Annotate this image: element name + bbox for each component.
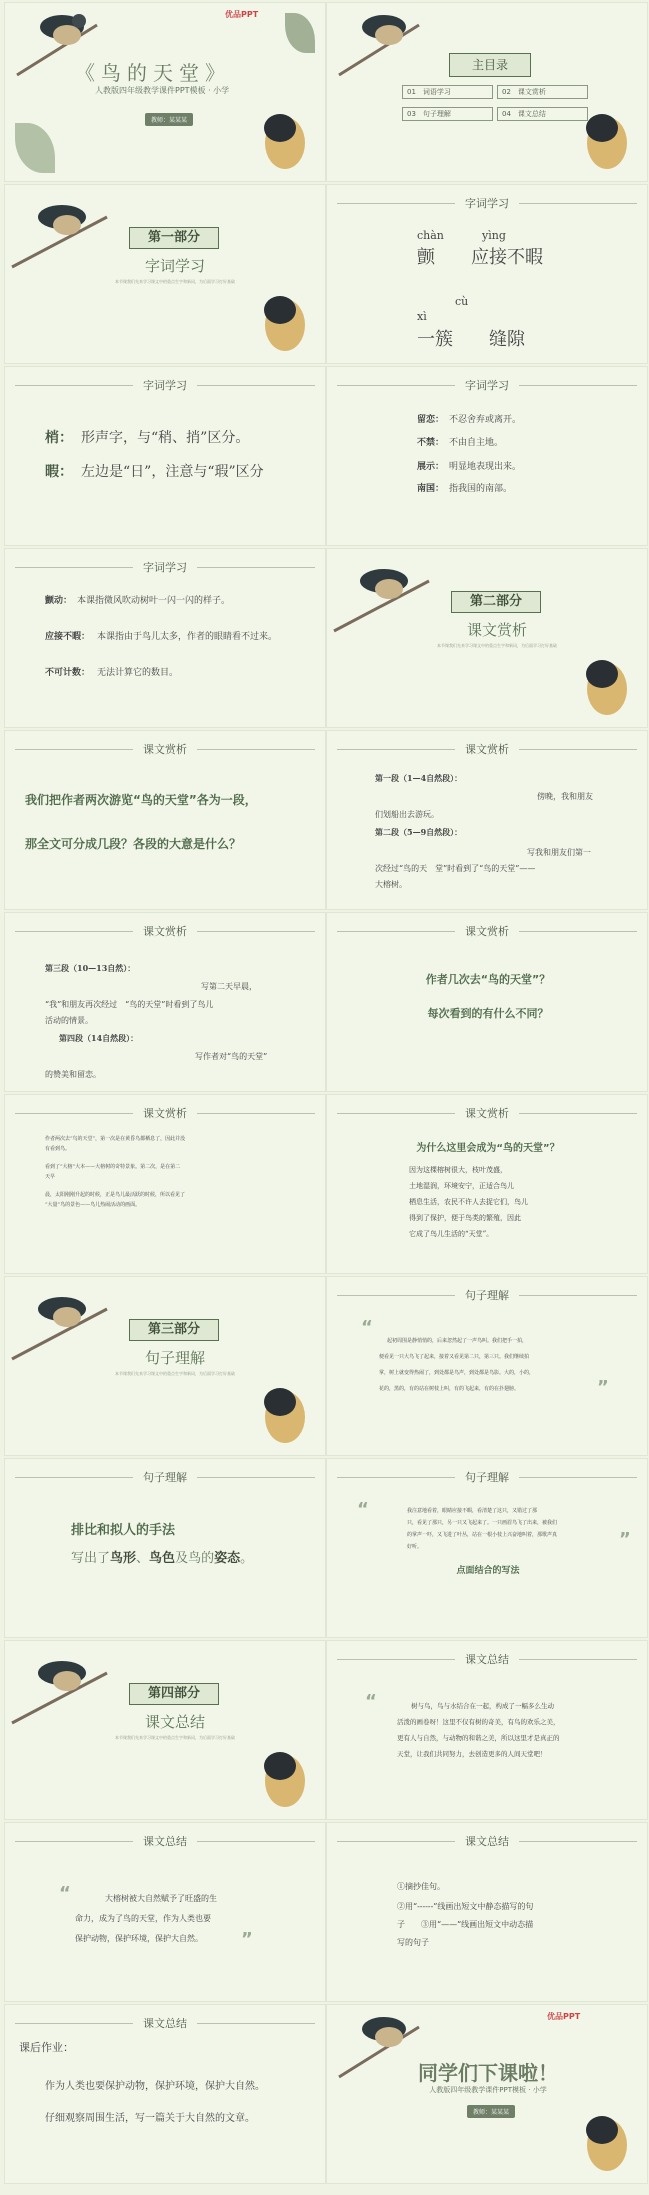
- bird-illustration: [245, 98, 325, 178]
- char-head: 梢：: [45, 430, 73, 446]
- definition: 本课指由于鸟儿太多，作者的眼睛看不过来。: [97, 632, 278, 642]
- quote-open-icon: “: [357, 1499, 369, 1520]
- desc-highlight: 鸟形: [110, 1551, 137, 1566]
- slide-words-chars[interactable]: [4, 366, 326, 546]
- slide-text-question[interactable]: [4, 730, 326, 910]
- leaf-decoration: [15, 123, 55, 173]
- question-line: 作者几次去“鸟的天堂”？: [425, 973, 551, 986]
- section-text: 写第二天早晨，: [201, 982, 257, 991]
- slide-text-sections-2[interactable]: [4, 912, 326, 1092]
- part-title: 句子理解: [144, 1349, 205, 1367]
- term: 展示：: [417, 462, 445, 472]
- homework-title: 课后作业：: [19, 2041, 74, 2054]
- section-text: 的赞美和留恋。: [45, 1070, 101, 1079]
- slide-sentence-1[interactable]: [326, 1276, 648, 1456]
- section-text: 写我和朋友们第一: [527, 848, 591, 857]
- slide-header: 字词学习: [455, 377, 519, 393]
- term: 南国：: [417, 484, 445, 494]
- term: 留恋：: [417, 415, 445, 425]
- part-subtitle: 本节课我们先来学习课文中的重点生字和新词，为后面学习打好基础: [437, 643, 557, 648]
- bird-illustration: [245, 280, 325, 360]
- part-title: 字词学习: [144, 257, 205, 275]
- desc-part: 及鸟的: [175, 1551, 215, 1566]
- quote-line: 我注意地看着，眼睛应接不暇，看清楚了这只，又错过了那: [407, 1508, 538, 1514]
- summary-line: 活泼的画卷呀！这里不仅有树的奇美，有鸟的欢乐之美，: [397, 1718, 560, 1726]
- part-subtitle: 本节课我们先来学习课文中的重点生字和新词，为后面学习打好基础: [115, 1371, 235, 1376]
- slide-header: 课文赏析: [455, 923, 519, 939]
- answer-line: 栖息生活，农民不许人去捉它们，鸟儿: [409, 1198, 528, 1206]
- word-line: 颤 应接不暇: [417, 247, 543, 268]
- summary-line: 大榕树被大自然赋予了旺盛的生: [105, 1894, 217, 1903]
- slide-homework[interactable]: [4, 2004, 326, 2184]
- slide-header: 句子理解: [455, 1287, 519, 1303]
- summary-line: 保护动物，保护环境，保护大自然。: [75, 1934, 203, 1943]
- slide-header: 课文总结: [455, 1651, 519, 1667]
- toc-item[interactable]: 04 课文总结: [497, 107, 588, 121]
- slide-part-2[interactable]: [326, 548, 648, 728]
- part-subtitle: 本节课我们先来学习课文中的重点生字和新词，为后面学习打好基础: [115, 1735, 235, 1740]
- bird-illustration: [245, 1736, 325, 1816]
- leaf-decoration: [285, 13, 315, 53]
- answer-line: 有看到鸟。: [45, 1146, 71, 1152]
- cover-subtitle: 人教版四年级教学课件PPT模板 · 小学: [95, 86, 230, 95]
- term: 不可计数：: [45, 668, 91, 678]
- bird-illustration: [329, 5, 429, 85]
- char-note: 左边是“日”，注意与“瑕”区分: [81, 464, 264, 480]
- bird-illustration: [7, 1643, 117, 1733]
- part-subtitle: 本节课我们先来学习课文中的重点生字和新词，为后面学习打好基础: [115, 279, 235, 284]
- answer-line: 晨，太阳刚刚升起的时候，正是鸟儿最活跃的时候，所以看见了: [45, 1192, 186, 1198]
- section-text: 大榕树。: [375, 880, 407, 889]
- definition: 本课指微风吹动树叶一闪一闪的样子。: [77, 596, 231, 606]
- desc-part: 、: [136, 1551, 150, 1566]
- answer-line: “大量”鸟的景色——鸟儿热闹活动的画面。: [45, 1202, 141, 1208]
- bird-illustration: [567, 644, 647, 724]
- definition: 无法计算它的数目。: [97, 668, 179, 678]
- slide-header: 课文赏析: [455, 1105, 519, 1121]
- part-title: 课文总结: [144, 1713, 205, 1731]
- section-head: 第二段（5—9自然段）：: [375, 827, 463, 837]
- term: 不禁：: [417, 438, 445, 448]
- part-title: 课文赏析: [466, 621, 527, 639]
- slide-summary-tasks[interactable]: [326, 1822, 648, 2002]
- slide-header: 句子理解: [455, 1469, 519, 1485]
- slide-sentence-technique[interactable]: [4, 1458, 326, 1638]
- slide-summary-1[interactable]: [326, 1640, 648, 1820]
- answer-line: 作者两次去“鸟的天堂”，第一次是在黄昏鸟都栖息了，因此并没: [45, 1136, 186, 1142]
- section-head: 第三段（10—13自然）：: [45, 963, 136, 973]
- term: 颤动：: [45, 596, 73, 606]
- quote-open-icon: “: [59, 1883, 71, 1904]
- slide-summary-2[interactable]: [4, 1822, 326, 2002]
- teacher-tag: 教师：某某某: [467, 2105, 515, 2118]
- word-line: 一簇 缝隙: [417, 329, 525, 350]
- bird-illustration: [245, 1372, 325, 1452]
- bird-illustration: [567, 2100, 647, 2180]
- quote-close-icon: ”: [619, 1529, 631, 1550]
- summary-line: 命力，成为了鸟的天堂，作为人类也要: [75, 1914, 211, 1923]
- quote-close-icon: ”: [597, 1377, 609, 1398]
- slide-words-pinyin[interactable]: [326, 184, 648, 364]
- cover-title: 《鸟的天堂》: [75, 61, 231, 85]
- task-line: ①摘抄佳句。: [397, 1882, 445, 1891]
- section-head: 第一段（1—4自然段）：: [375, 773, 463, 783]
- end-title: 同学们下课啦！: [418, 2061, 558, 2085]
- slide-sentence-2[interactable]: [326, 1458, 648, 1638]
- question-line: 每次看到的有什么不同？: [427, 1007, 549, 1020]
- bird-illustration: [7, 1279, 117, 1369]
- task-line: ②用“------”线画出短文中静态描写的句: [397, 1902, 534, 1911]
- bird-illustration: [329, 551, 439, 641]
- answer-line: 因为这棵榕树很大，枝叶茂盛，: [409, 1166, 507, 1174]
- slide-text-question-2[interactable]: [326, 912, 648, 1092]
- technique-title: 点面结合的写法: [456, 1566, 520, 1576]
- part-label: 第二部分: [451, 591, 541, 613]
- section-text: 次经过“鸟的天 堂”时看到了“鸟的天堂”——: [375, 864, 536, 873]
- toc-item[interactable]: 03 句子理解: [402, 107, 493, 121]
- slide-header: 句子理解: [133, 1469, 197, 1485]
- definition: 不忍舍弃或离开。: [449, 415, 522, 425]
- pinyin: yìng: [482, 229, 506, 242]
- section-text: 傍晚，我和朋友: [537, 792, 593, 801]
- definition: 不由自主地。: [449, 438, 504, 448]
- part-label: 第四部分: [129, 1683, 219, 1705]
- quote-line: 花的，黑的，有的站在树枝上叫，有的飞起来，有的在扑翅膀。: [379, 1386, 520, 1392]
- desc-highlight: 鸟色: [149, 1551, 176, 1566]
- summary-line: 天堂，让我们共同努力，去创造更多的人间天堂吧！: [397, 1750, 547, 1758]
- section-head: 第四段（14自然段）：: [59, 1033, 139, 1043]
- definition: 明显地表现出来。: [449, 462, 522, 472]
- char-head: 暇：: [45, 464, 73, 480]
- slide-part-3[interactable]: [4, 1276, 326, 1456]
- quote-line: 掌，树上就变得热闹了，到处都是鸟声，到处都是鸟影。大的，小的，: [379, 1370, 535, 1376]
- pinyin: chàn: [417, 229, 444, 242]
- answer-line: 它成了鸟儿生活的“天堂”。: [409, 1230, 494, 1238]
- homework-line: 作为人类也要保护动物，保护环境，保护大自然。: [45, 2081, 265, 2092]
- teacher-tag: 教师：某某某: [145, 113, 193, 126]
- quote-line: 便看见一只大鸟飞了起来，接着又看见第二只，第三只。我们继续拍: [379, 1354, 530, 1360]
- question-line: 为什么这里会成为“鸟的天堂”？: [416, 1143, 560, 1154]
- section-text: 写作者对“鸟的天堂”: [195, 1052, 268, 1061]
- slide-text-sections-1[interactable]: [326, 730, 648, 910]
- end-subtitle: 人教版四年级教学课件PPT模板 · 小学: [429, 2086, 547, 2094]
- summary-line: 更有人与自然，与动物的和谐之美，所以这里才是真正的: [397, 1734, 560, 1742]
- slide-header: 课文赏析: [133, 741, 197, 757]
- answer-line: 天早: [45, 1174, 56, 1180]
- quote-line: 好听。: [407, 1544, 423, 1550]
- technique-title: 排比和拟人的手法: [71, 1523, 176, 1538]
- pinyin: xì: [417, 310, 427, 323]
- slide-part-1[interactable]: [4, 184, 326, 364]
- toc-item[interactable]: 01 词语学习: [402, 85, 493, 99]
- part-label: 第三部分: [129, 1319, 219, 1341]
- slide-header: 课文赏析: [455, 741, 519, 757]
- desc-part: 。: [240, 1551, 254, 1566]
- section-text: 活动的情景。: [45, 1016, 93, 1025]
- homework-line: 仔细观察周围生活，写一篇关于大自然的文章。: [45, 2113, 255, 2124]
- toc-title: 主目录: [449, 53, 531, 77]
- slide-text-why[interactable]: [326, 1094, 648, 1274]
- quote-line: 起初周围是静悄悄的，后来忽然起了一声鸟叫。我们把手一拍，: [387, 1338, 528, 1344]
- quote-line: 的掌声一吓，又飞进了叶丛，站在一根小枝上兴奋地叫着，那歌声真: [407, 1532, 558, 1538]
- slide-header: 课文总结: [133, 2015, 197, 2031]
- slide-header: 课文总结: [455, 1833, 519, 1849]
- bird-illustration: [7, 187, 117, 277]
- technique-desc: [71, 1547, 253, 1566]
- part-label: 第一部分: [129, 227, 219, 249]
- term: 应接不暇：: [45, 632, 91, 642]
- slide-cover[interactable]: [4, 2, 326, 182]
- slide-words-meaning[interactable]: [326, 366, 648, 546]
- quote-close-icon: ”: [241, 1929, 253, 1950]
- slide-header: 字词学习: [455, 195, 519, 211]
- slide-header: 课文总结: [133, 1833, 197, 1849]
- section-text: 们划船出去游玩。: [375, 810, 439, 819]
- summary-line: 树与鸟，鸟与水结合在一起，构成了一幅多么生动: [411, 1702, 554, 1710]
- answer-line: 看到了“大榕”大本——大榕树的奇特景象。第二次，是在第二: [45, 1164, 181, 1170]
- answer-line: 得到了保护，便于鸟类的繁殖，因此: [409, 1214, 521, 1222]
- quote-open-icon: “: [361, 1317, 373, 1338]
- slide-header: 课文赏析: [133, 923, 197, 939]
- slide-part-4[interactable]: [4, 1640, 326, 1820]
- question-line: 那全文可分成几段？各段的大意是什么？: [25, 837, 242, 851]
- slide-text-answer[interactable]: [4, 1094, 326, 1274]
- desc-highlight: 姿态: [214, 1551, 241, 1566]
- quote-line: 只，看见了那只，另一只又飞起来了。一只画眉鸟飞了出来，被我们: [407, 1520, 558, 1526]
- slide-end[interactable]: [326, 2004, 648, 2184]
- answer-line: 土地湿润，环境安宁，正适合鸟儿: [409, 1182, 514, 1190]
- slide-header: 课文赏析: [133, 1105, 197, 1121]
- slide-words-phrases[interactable]: [4, 548, 326, 728]
- logo: 优品PPT: [225, 10, 259, 19]
- pinyin: cù: [455, 295, 469, 308]
- char-note: 形声字，与“稍、捎”区分。: [81, 430, 250, 446]
- slide-header: 字词学习: [133, 377, 197, 393]
- toc-item[interactable]: 02 课文赏析: [497, 85, 588, 99]
- task-line: 写的句子: [397, 1938, 429, 1947]
- slide-toc[interactable]: [326, 2, 648, 182]
- desc-part: 写出了: [71, 1551, 111, 1566]
- section-text: “我”和朋友再次经过 “鸟的天堂”时看到了鸟儿: [45, 1000, 214, 1009]
- question-line: 我们把作者两次游览“鸟的天堂”各为一段，: [25, 793, 257, 807]
- quote-open-icon: “: [365, 1691, 377, 1712]
- definition: 指我国的南部。: [449, 484, 513, 494]
- task-line: 子 ③用“——”线画出短文中动态描: [397, 1920, 534, 1929]
- logo: 优品PPT: [547, 2012, 581, 2021]
- slide-header: 字词学习: [133, 559, 197, 575]
